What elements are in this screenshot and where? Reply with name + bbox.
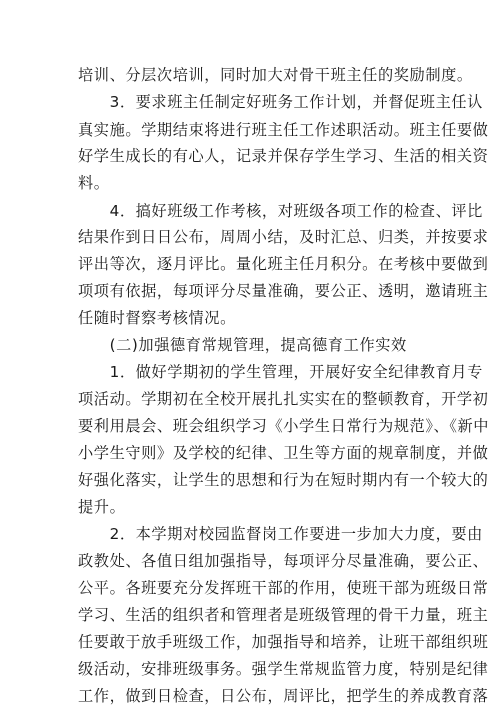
text-line: 任随时督察考核情况。 bbox=[78, 309, 236, 327]
text-line: 要利用晨会、班会组织学习《小学生日常行为规范》、《新中 bbox=[78, 417, 490, 435]
text-line: 真实施。学期结束将进行班主任工作述职活动。班主任要做 bbox=[78, 121, 489, 139]
text-line: 任要敢于放手班级工作，加强指导和培养，让班干部组织班 bbox=[78, 633, 489, 651]
text-line: 培训、分层次培训，同时加大对骨干班主任的奖励制度。 bbox=[78, 66, 473, 84]
text-line: 公平。各班要充分发挥班干部的作用，使班干部为班级日常 bbox=[78, 579, 489, 597]
text-line: 好学生成长的有心人，记录并保存学生学习、生活的相关资 bbox=[78, 147, 489, 165]
text-line: 1．做好学期初的学生管理，开展好安全纪律教育月专 bbox=[78, 363, 483, 381]
text-line: 好强化落实，让学生的思想和行为在短时期内有一个较大的 bbox=[78, 471, 489, 489]
text-line: 学习、生活的组织者和管理者是班级管理的骨干力量，班主 bbox=[78, 606, 489, 624]
text-line: 级活动，安排班级事务。强学生常规监管力度，特别是纪律 bbox=[78, 660, 489, 678]
text-line: 4．搞好班级工作考核，对班级各项工作的检查、评比 bbox=[78, 202, 483, 220]
text-line: 结果作到日日公布，周周小结，及时汇总、归类，并按要求 bbox=[78, 228, 489, 246]
text-line: 项项有依据，每项评分尽量准确，要公正、透明，邀请班主 bbox=[78, 282, 489, 300]
text-line: 提升。 bbox=[78, 498, 126, 516]
text-line: 3．要求班主任制定好班务工作计划，并督促班主任认 bbox=[78, 93, 483, 111]
text-line: 政教处、各值日组加强指导，每项评分尽量准确，要公正、 bbox=[78, 552, 489, 570]
text-line: 评出等次，逐月评比。量化班主任月积分。在考核中要做到 bbox=[78, 255, 489, 273]
text-line: 料。 bbox=[78, 174, 110, 192]
text-line: 项活动。学期初在全校开展扎扎实实在的整顿教育，开学初 bbox=[78, 390, 489, 408]
section-heading: (二)加强德育常规管理，提高德育工作实效 bbox=[78, 336, 407, 354]
text-line: 小学生守则》及学校的纪律、卫生等方面的规章制度，并做 bbox=[78, 444, 489, 462]
text-line: 2．本学期对校园监督岗工作要进一步加大力度，要由 bbox=[78, 525, 483, 543]
text-line: 工作，做到日检查，日公布，周评比，把学生的养成教育落 bbox=[78, 687, 489, 705]
